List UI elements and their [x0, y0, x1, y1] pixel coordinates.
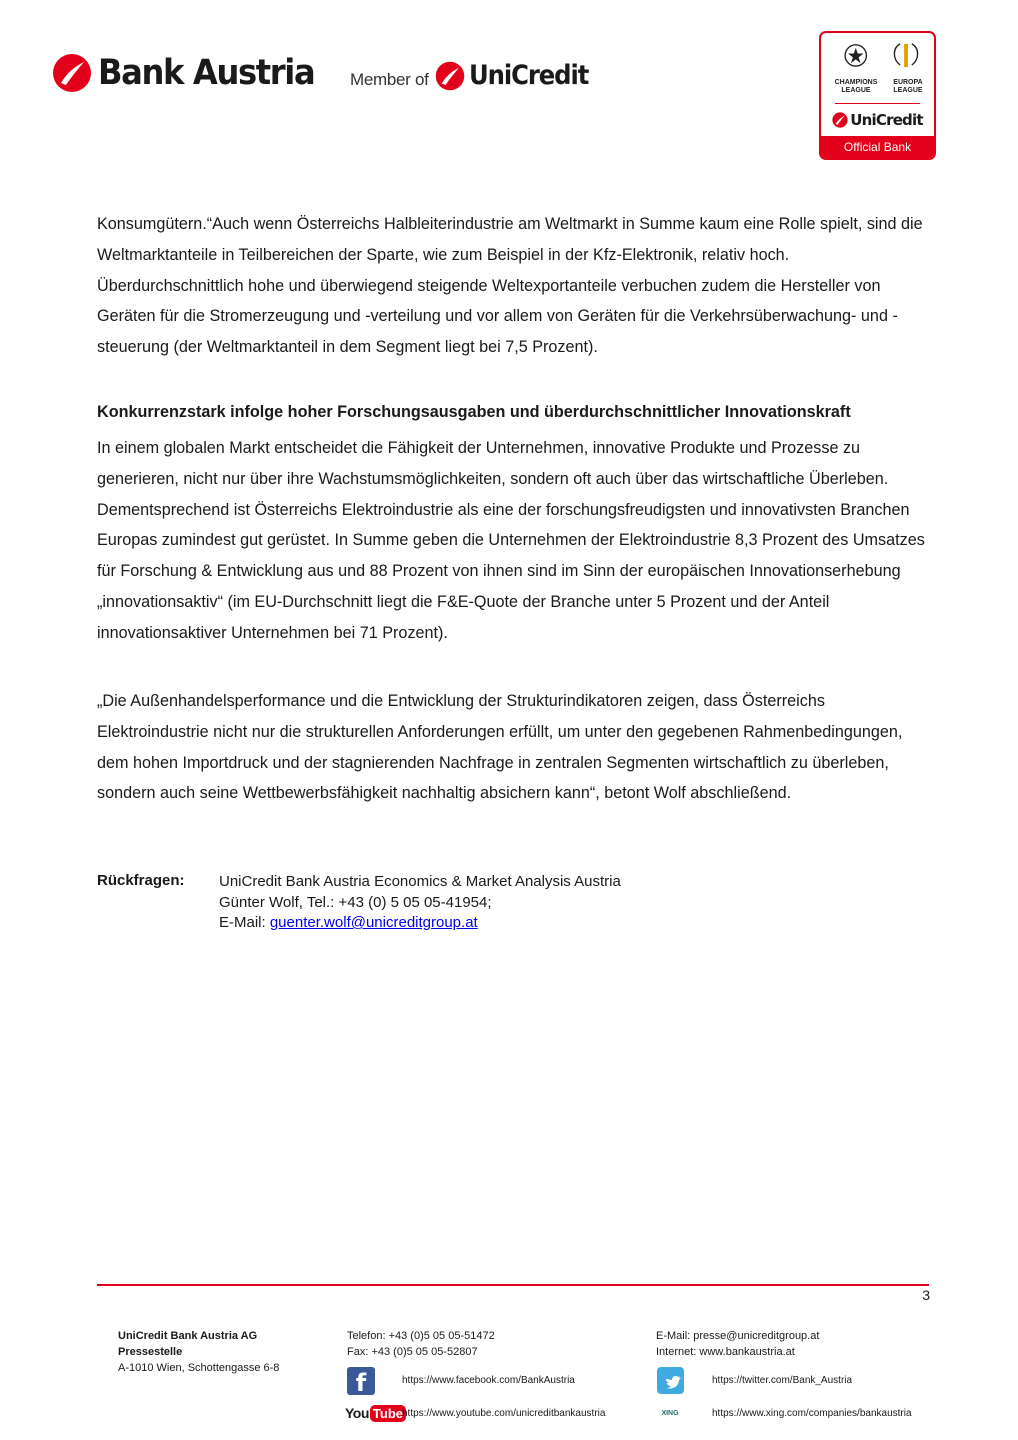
contact-email-link[interactable]: guenter.wolf@unicreditgroup.at [269, 914, 478, 931]
xing-link[interactable]: https://www.xing.com/companies/bankaustria [712, 1408, 912, 1419]
footer-phone: Telefon: +43 (0)5 05 05-51472 [347, 1330, 495, 1342]
unicredit-emblem-icon [52, 53, 92, 93]
youtube-icon[interactable]: You Tube [345, 1402, 406, 1424]
youtube-link[interactable]: https://www.youtube.com/unicreditbankaustria [402, 1408, 606, 1419]
contact-details [219, 872, 621, 934]
unicredit-emblem-icon [832, 112, 848, 128]
europa-league-label: EUROPA LEAGUE [893, 79, 923, 94]
member-of-unicredit [350, 60, 601, 91]
footer-email: E-Mail: presse@unicreditgroup.at [656, 1330, 820, 1342]
contact-label: Rückfragen: [97, 872, 185, 889]
paragraph-3: „Die Außenhandelsperformance und die Entwicklung der Strukturindikatoren zeigen, dass Österreichs Elektroindustrie nicht nur die strukturellen Anforderungen erfüllt, um unter den gegebenen Rahmenbedingungen, dem hohen Importdruck und der stagnierenden Nachfrage in zentralen Segmenten wirtschaftlich zu überleben, sondern auch seine Wettbewerbsfähigkeit nachhaltig absichern kann“, betont Wolf abschließend. [97, 692, 903, 803]
champions-league-label: CHAMPIONS LEAGUE [834, 79, 878, 94]
footer-phone-fax [347, 1328, 495, 1360]
footer-company: UniCredit Bank Austria AG [118, 1330, 258, 1342]
section-heading: Konkurrenzstark infolge hoher Forschungsausgaben und überdurchschnittlicher Innovationskraft [97, 403, 851, 421]
footer-department: Pressestelle [118, 1346, 183, 1358]
paragraph-2: In einem globalen Markt entscheidet die Fähigkeit der Unternehmen, innovative Produkte und Prozesse zu generieren, nicht nur über ihre Wachstumsmöglichkeiten, sondern oft auch über das wirtschaftliche Überleben. Dementsprechend ist Österreichs Elektroindustrie als eine der forschungsfreudigsten und innovativsten Branchen Europas zumindest gut gerüstet. In Summe geben die Unternehmen der Elektroindustrie 8,3 Prozent des Umsatzes für Forschung & Entwicklung aus und 88 Prozent von ihnen sind im Sinn der europäischen Innovationserhebung „innovationsaktiv“ (im EU-Durchschnitt liegt die F&E-Quote der Branche unter 5 Prozent und der Anteil innovationsaktiver Unternehmen bei 71 Prozent). [97, 439, 925, 642]
footer-fax: Fax: +43 (0)5 05 05-52807 [347, 1346, 478, 1358]
unicredit-emblem-icon [435, 61, 465, 91]
footer-email-internet [656, 1328, 819, 1360]
facebook-link[interactable]: https://www.facebook.com/BankAustria [402, 1375, 575, 1386]
twitter-icon[interactable] [657, 1367, 684, 1394]
twitter-link[interactable]: https://twitter.com/Bank_Austria [712, 1375, 853, 1386]
footer-address [118, 1328, 279, 1376]
badge-unicredit-logo: UniCredit [821, 111, 934, 129]
xing-icon[interactable]: XING [661, 1409, 679, 1417]
official-bank-badge [819, 31, 936, 160]
facebook-icon[interactable]: f [347, 1367, 375, 1395]
paragraph-1: Konsumgütern.“Auch wenn Österreichs Halbleiterindustrie am Weltmarkt in Summe kaum eine Rolle spielt, sind die Weltmarktanteile in Teilbereichen der Sparte, wie zum Beispiel in der Kfz-Elektronik, relativ hoch. Überdurchschnittlich hohe und überwiegend steigende Weltexportanteile verbuchen zudem die Hersteller von Geräten für die Stromerzeugung und -verteilung und vor allem von Geräten für die Verkehrsüberwachung- und -steuerung (der Weltmarktanteil in dem Segment liegt bei 7,5 Prozent). [97, 215, 923, 357]
page-number: 3 [922, 1287, 930, 1303]
contact-person: Günter Wolf, Tel.: +43 (0) 5 05 05-41954; [219, 893, 492, 911]
contact-department: UniCredit Bank Austria Economics & Market Analysis Austria [219, 873, 621, 890]
member-of-label: Member of [350, 69, 429, 89]
contact-email-line: E-Mail: guenter.wolf@unicreditgroup.at [219, 914, 478, 931]
badge-divider [835, 103, 920, 104]
footer-street: A-1010 Wien, Schottengasse 6-8 [118, 1362, 280, 1374]
official-bank-label: Official Bank [821, 136, 934, 158]
footer-internet: Internet: www.bankaustria.at [656, 1346, 795, 1358]
bank-austria-logo [52, 52, 333, 94]
bank-name: Bank Austria [98, 53, 315, 93]
footer-divider [97, 1284, 929, 1286]
unicredit-name: UniCredit [468, 60, 588, 91]
